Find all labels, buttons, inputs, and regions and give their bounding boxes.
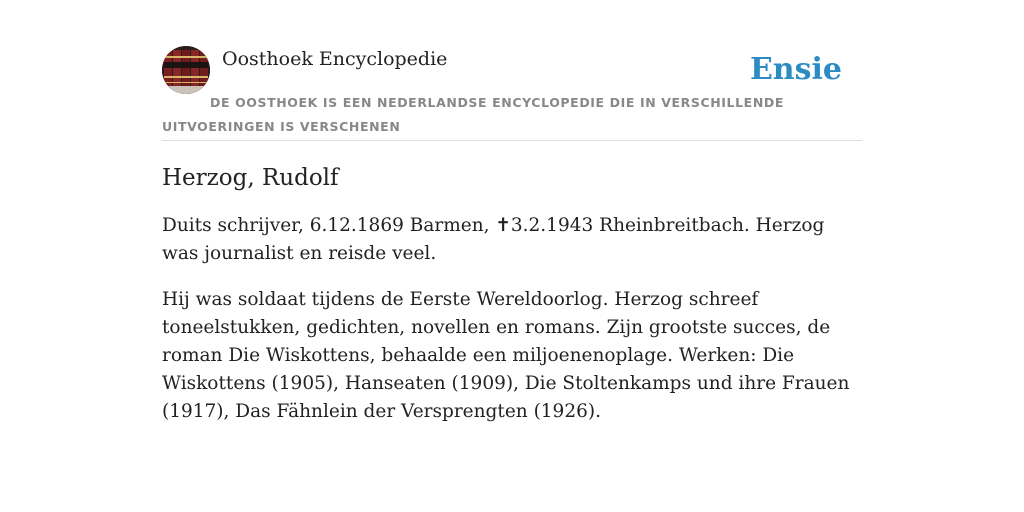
source-header: [162, 46, 862, 141]
source-tagline: DE OOSTHOEK IS EEN NEDERLANDSE ENCYCLOPEDIE DIE IN VERSCHILLENDE UITVOERINGEN IS VERSCHENEN: [162, 95, 784, 134]
encyclopedia-books-icon: [162, 46, 210, 94]
brand-logo[interactable]: Ensie: [749, 52, 842, 87]
article-paragraph: Hij was soldaat tijdens de Eerste Wereldoorlog. Herzog schreef toneelstukken, gedichten, novellen en romans. Zijn grootste succes, de roman Die Wiskottens, behaalde een miljoenenoplage. Werken: Die Wiskottens (1905), Hanseaten (1909), Die Stoltenkamps und ihre Frauen (1917), Das Fähnlein der Versprengten (1926).: [162, 289, 850, 422]
article: [162, 162, 862, 444]
source-avatar[interactable]: [162, 46, 210, 94]
article-title: Herzog, Rudolf: [162, 165, 339, 191]
article-paragraph: Duits schrijver, 6.12.1869 Barmen, ✝3.2.1943 Rheinbreitbach. Herzog was journalist en reisde veel.: [162, 215, 825, 264]
source-title[interactable]: Oosthoek Encyclopedie: [222, 48, 448, 70]
